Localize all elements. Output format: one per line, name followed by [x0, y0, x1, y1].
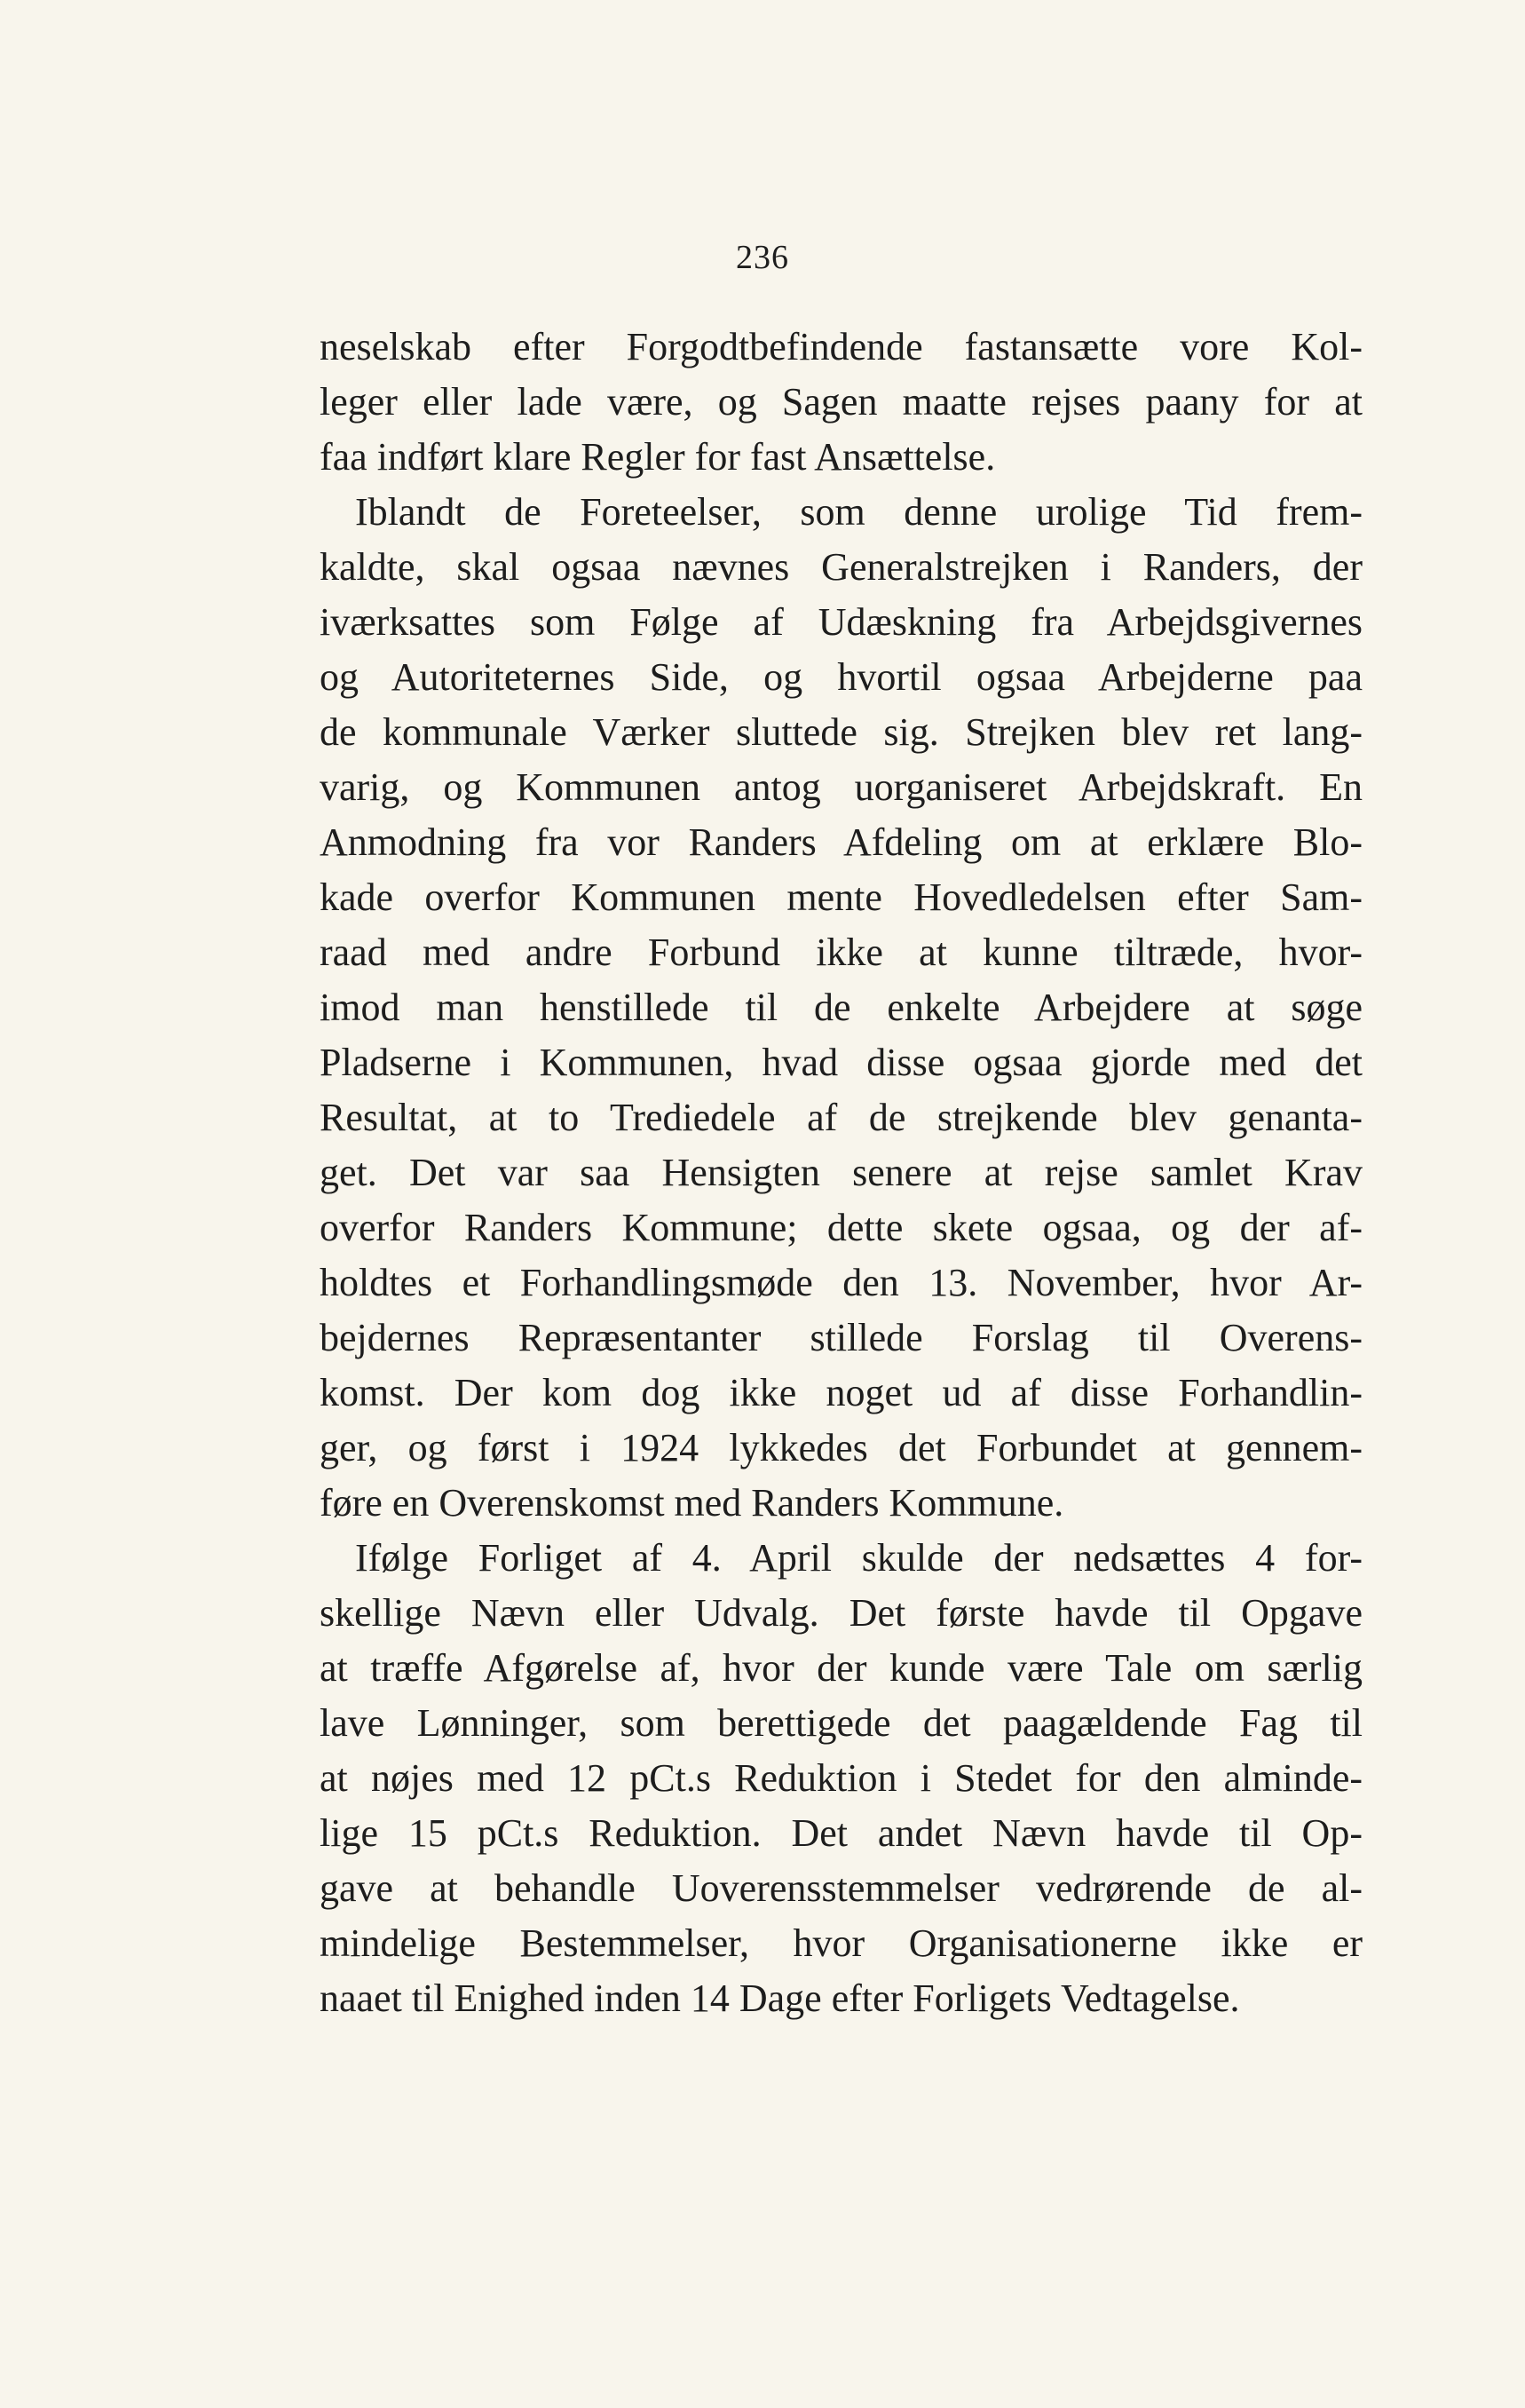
paragraph	[320, 320, 1363, 485]
text-line: komst. Der kom dog ikke noget ud af disse Forhandlin-	[320, 1371, 1363, 1414]
text-line: kaldte, skal ogsaa nævnes Generalstrejken i Randers, der	[320, 545, 1363, 589]
text-line: Pladserne i Kommunen, hvad disse ogsaa gjorde med det	[320, 1041, 1363, 1084]
text-line: imod man henstillede til de enkelte Arbejdere at søge	[320, 986, 1363, 1029]
text-line: lige 15 pCt.s Reduktion. Det andet Nævn havde til Op-	[320, 1811, 1363, 1855]
text-line: gave at behandle Uoverensstemmelser vedrørende de al-	[320, 1866, 1363, 1910]
text-line: get. Det var saa Hensigten senere at rejse samlet Krav	[320, 1151, 1363, 1194]
text-line: bejdernes Repræsentanter stillede Forslag til Overens-	[320, 1316, 1363, 1359]
text-line: Resultat, at to Trediedele af de strejkende blev genanta-	[320, 1096, 1363, 1139]
text-line: neselskab efter Forgodtbefindende fastansætte vore Kol-	[320, 325, 1363, 368]
paragraph	[320, 485, 1363, 1531]
text-line: Ifølge Forliget af 4. April skulde der nedsættes 4 for-	[355, 1536, 1363, 1580]
text-line: varig, og Kommunen antog uorganiseret Arbejdskraft. En	[320, 765, 1363, 809]
text-line: Iblandt de Foreteelser, som denne urolige Tid frem-	[355, 490, 1363, 534]
text-line: føre en Overenskomst med Randers Kommune.	[320, 1481, 1064, 1525]
text-line: skellige Nævn eller Udvalg. Det første havde til Opgave	[320, 1591, 1363, 1635]
text-line: ger, og først i 1924 lykkedes det Forbundet at gennem-	[320, 1426, 1363, 1469]
text-line: kade overfor Kommunen mente Hovedledelsen efter Sam-	[320, 875, 1363, 919]
text-line: og Autoriteternes Side, og hvortil ogsaa Arbejderne paa	[320, 655, 1363, 699]
text-line: lave Lønninger, som berettigede det paagældende Fag til	[320, 1701, 1363, 1745]
text-line: Anmodning fra vor Randers Afdeling om at erklære Blo-	[320, 820, 1363, 864]
text-line: raad med andre Forbund ikke at kunne tiltræde, hvor-	[320, 931, 1363, 974]
text-line: at nøjes med 12 pCt.s Reduktion i Stedet for den alminde-	[320, 1756, 1363, 1800]
text-line: faa indført klare Regler for fast Ansættelse.	[320, 435, 996, 479]
body-text	[320, 320, 1363, 2026]
text-line: mindelige Bestemmelser, hvor Organisationerne ikke er	[320, 1921, 1363, 1965]
page-number: 236	[736, 239, 789, 276]
text-line: holdtes et Forhandlingsmøde den 13. November, hvor Ar-	[320, 1261, 1363, 1304]
text-line: overfor Randers Kommune; dette skete ogsaa, og der af-	[320, 1206, 1363, 1249]
paragraph	[320, 1531, 1363, 2026]
text-line: naaet til Enighed inden 14 Dage efter Forligets Vedtagelse.	[320, 1976, 1240, 2020]
text-line: de kommunale Værker sluttede sig. Strejken blev ret lang-	[320, 710, 1363, 754]
text-line: leger eller lade være, og Sagen maatte rejses paany for at	[320, 380, 1363, 424]
text-line: iværksattes som Følge af Udæskning fra Arbejdsgivernes	[320, 600, 1363, 644]
text-line: at træffe Afgørelse af, hvor der kunde være Tale om særlig	[320, 1646, 1363, 1690]
